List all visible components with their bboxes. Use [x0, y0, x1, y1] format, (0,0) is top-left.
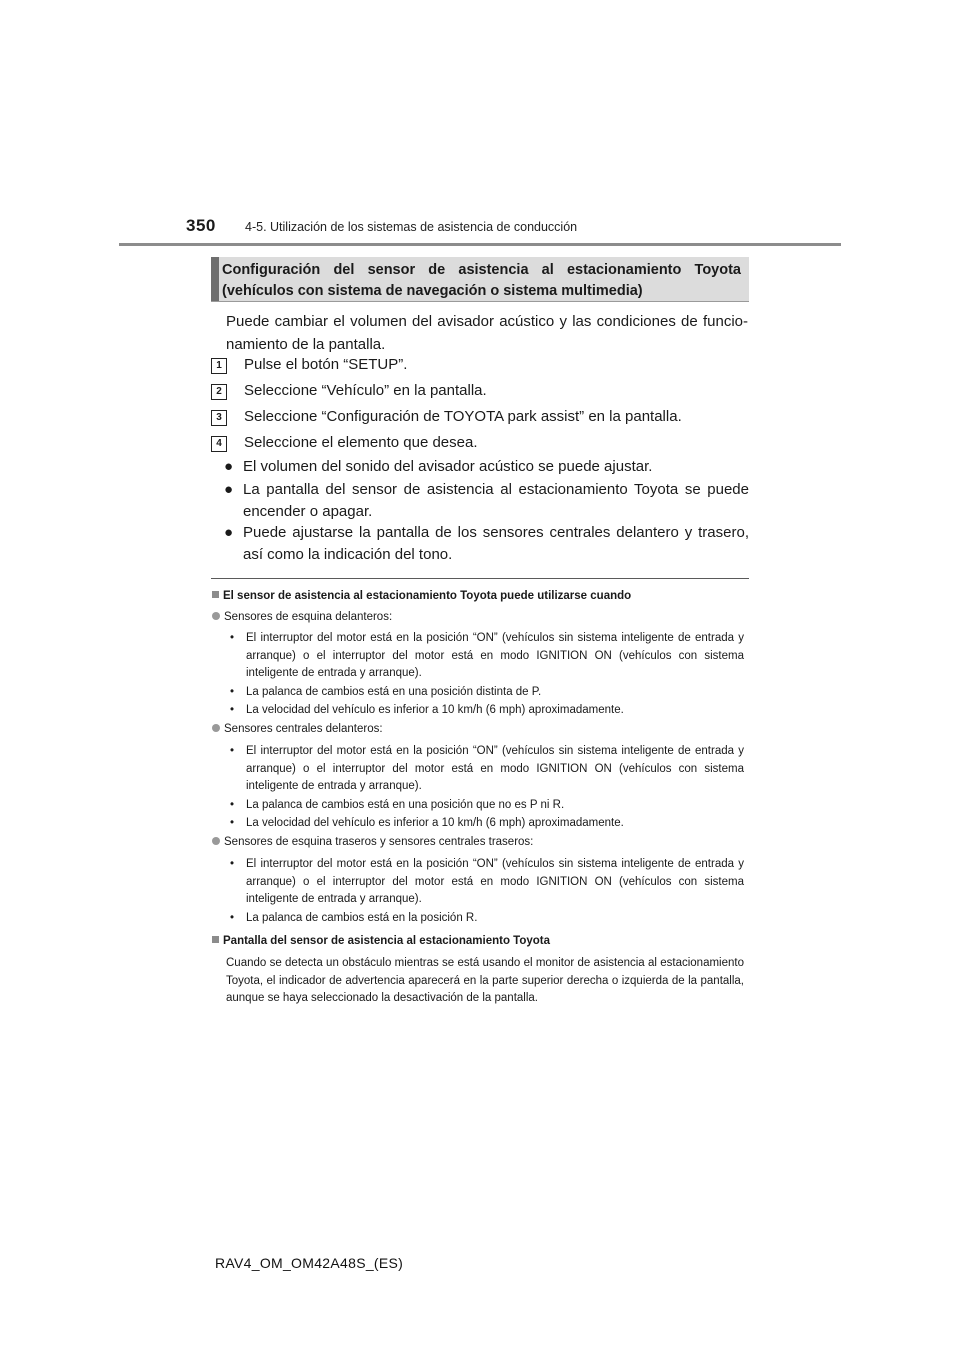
step-2 — [211, 382, 487, 400]
condition-item — [226, 743, 744, 796]
condition-item-text: La velocidad del vehículo es inferior a 10 km/h (6 mph) aproximadamente. — [246, 817, 624, 829]
condition-title-text: Sensores de esquina traseros y sensores centrales traseros: — [224, 836, 534, 848]
condition-item-text: El interruptor del motor está en la posición “ON” (vehículos sin sistema inteligente de entrada y arranque) o el interruptor del motor está en modo IGNITION ON (vehículos con sistema inteligente de entrada y arranque). — [246, 745, 744, 792]
condition-item-text: La palanca de cambios está en una posición que no es P ni R. — [246, 799, 565, 811]
dot-bullet-icon: • — [230, 704, 235, 716]
circle-bullet-icon — [212, 837, 220, 845]
circle-bullet-icon — [212, 612, 220, 620]
condition-item — [226, 856, 744, 909]
dot-bullet-icon: • — [230, 745, 235, 757]
bullet-text: El volumen del sonido del avisador acústico se puede ajustar. — [243, 458, 653, 475]
option-bullet — [224, 456, 749, 478]
header-rule — [119, 243, 841, 246]
step-4 — [211, 434, 478, 452]
circle-bullet-icon — [212, 724, 220, 732]
bullet-icon: ● — [224, 458, 234, 475]
condition-item-text: La palanca de cambios está en una posición distinta de P. — [246, 686, 542, 698]
section-title: Configuración del sensor de asistencia al estacionamiento Toyota (vehículos con sistema de navegación o sistema multimedia) — [222, 262, 741, 299]
condition-title-text: Sensores centrales delanteros: — [224, 723, 383, 735]
dot-bullet-icon: • — [230, 817, 235, 829]
step-number: 1 — [211, 358, 227, 374]
option-bullet — [224, 522, 749, 565]
bullet-text: La pantalla del sensor de asistencia al estacionamiento Toyota se puede encender o apagar. — [243, 481, 749, 520]
step-text: Seleccione “Configuración de TOYOTA park assist” en la pantalla. — [244, 408, 682, 425]
step-text: Seleccione “Vehículo” en la pantalla. — [244, 382, 487, 399]
condition-group-title — [212, 835, 533, 850]
bullet-text: Puede ajustarse la pantalla de los sensores centrales delantero y trasero, así como la indicación del tono. — [243, 524, 749, 563]
condition-item-text: El interruptor del motor está en la posición “ON” (vehículos sin sistema inteligente de entrada y arranque) o el interruptor del motor está en modo IGNITION ON (vehículos con sistema inteligente de entrada y arranque). — [246, 858, 744, 905]
condition-item — [226, 910, 744, 928]
condition-item — [226, 630, 744, 683]
step-number: 3 — [211, 410, 227, 426]
note-heading-usage — [212, 589, 631, 604]
footer-code: RAV4_OM_OM42A48S_(ES) — [215, 1255, 404, 1271]
condition-item — [226, 797, 744, 815]
condition-item — [226, 815, 744, 833]
dot-bullet-icon: • — [230, 686, 235, 698]
bullet-icon: ● — [224, 524, 234, 541]
note-heading-display — [212, 934, 550, 949]
step-number: 2 — [211, 384, 227, 400]
step-text: Seleccione el elemento que desea. — [244, 434, 478, 451]
dot-bullet-icon: • — [230, 858, 235, 870]
condition-item-text: El interruptor del motor está en la posición “ON” (vehículos sin sistema inteligente de entrada y arranque) o el interruptor del motor está en modo IGNITION ON (vehículos con sistema inteligente de entrada y arranque). — [246, 632, 744, 679]
bullet-icon: ● — [224, 481, 234, 498]
step-number: 4 — [211, 436, 227, 452]
condition-item-text: La velocidad del vehículo es inferior a 10 km/h (6 mph) aproximadamente. — [246, 704, 624, 716]
square-bullet-icon — [212, 936, 219, 943]
note-heading-text: El sensor de asistencia al estacionamiento Toyota puede utilizarse cuando — [223, 590, 632, 602]
intro-paragraph: Puede cambiar el volumen del avisador acústico y las condiciones de funcio-namiento de la pantalla. — [226, 313, 748, 353]
chapter-title: 4-5. Utilización de los sistemas de asistencia de conducción — [245, 220, 578, 234]
page-number: 350 — [186, 216, 216, 235]
step-1 — [211, 356, 408, 374]
step-text: Pulse el botón “SETUP”. — [244, 356, 408, 373]
dot-bullet-icon: • — [230, 912, 235, 924]
condition-group-title — [212, 610, 392, 625]
step-3 — [211, 408, 682, 426]
condition-title-text: Sensores de esquina delanteros: — [224, 611, 393, 623]
display-note-text: Cuando se detecta un obstáculo mientras se está usando el monitor de asistencia al estacionamiento Toyota, el indicador de advertencia aparecerá en la parte superior derecha o izquierda de la pantalla, aunque se haya seleccionado la desactivación de la pantalla. — [226, 957, 744, 1004]
condition-item-text: La palanca de cambios está en la posición R. — [246, 912, 478, 924]
option-bullet — [224, 479, 749, 522]
note-heading-text: Pantalla del sensor de asistencia al estacionamiento Toyota — [223, 935, 551, 947]
condition-group-title — [212, 722, 383, 737]
condition-item — [226, 684, 744, 702]
section-divider — [211, 578, 749, 579]
condition-item — [226, 702, 744, 720]
square-bullet-icon — [212, 591, 219, 598]
dot-bullet-icon: • — [230, 632, 235, 644]
dot-bullet-icon: • — [230, 799, 235, 811]
